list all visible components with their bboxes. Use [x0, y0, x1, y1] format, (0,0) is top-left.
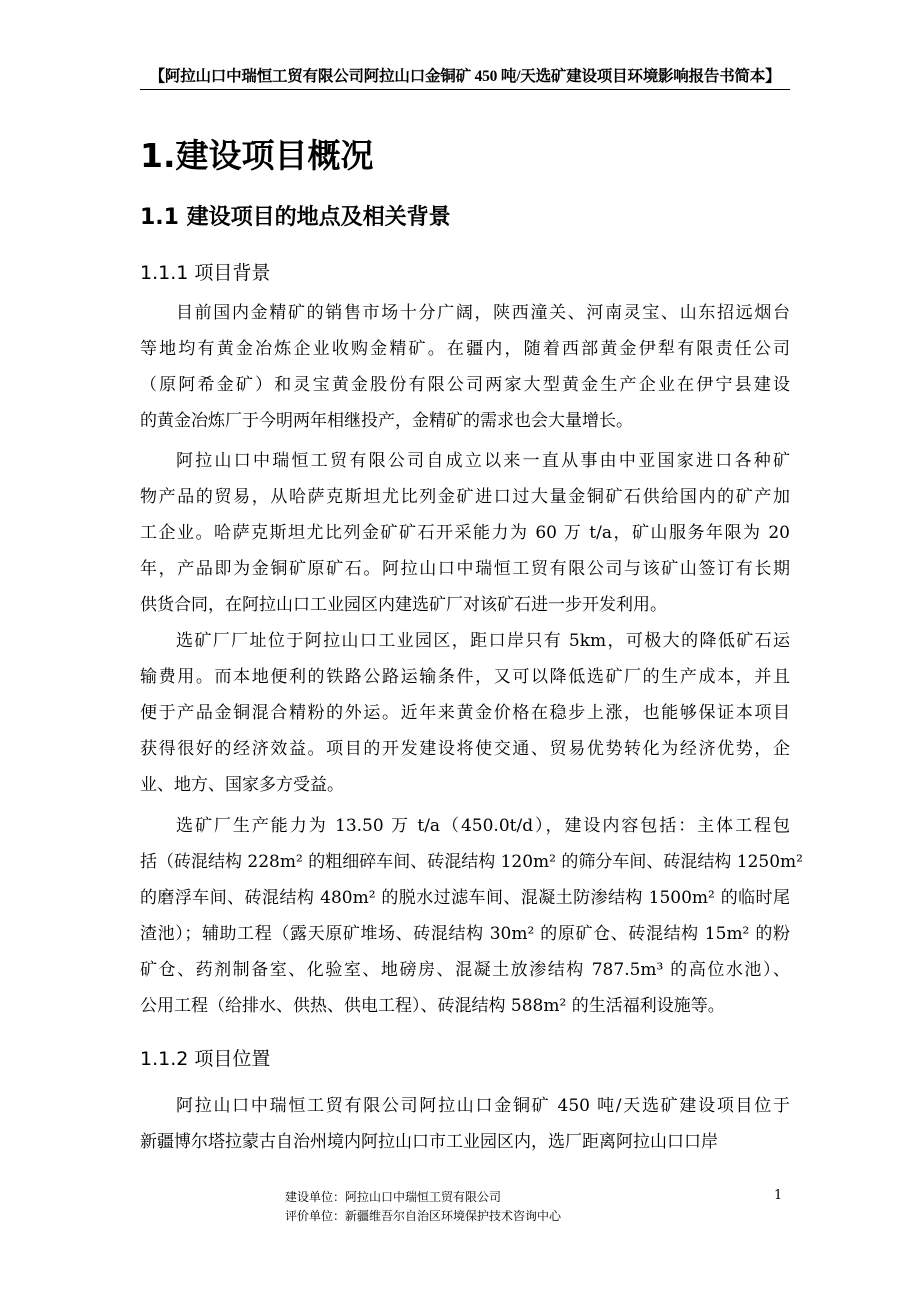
text-line: （原阿希金矿）和灵宝黄金股份有限公司两家大型黄金生产企业在伊宁县建设: [140, 375, 790, 395]
text-line: 获得很好的经济效益。项目的开发建设将使交通、贸易优势转化为经济优势，企: [140, 739, 790, 759]
text-line: 供货合同，在阿拉山口工业园区内建选矿厂对该矿石进一步开发利用。: [140, 595, 667, 615]
text-line: 便于产品金铜混合精粉的外运。近年来黄金价格在稳步上涨，也能够保证本项目: [140, 703, 790, 723]
paragraph-4: [140, 808, 803, 1024]
paragraph-2: [140, 443, 790, 623]
text-line: 阿拉山口中瑞恒工贸有限公司阿拉山口金铜矿 450 吨/天选矿建设项目位于: [176, 1096, 790, 1116]
section-heading: 1.1 建设项目的地点及相关背景: [140, 205, 451, 230]
paragraph-1: [140, 295, 790, 439]
text-line: 括（砖混结构 228m² 的粗细碎车间、砖混结构 120m² 的筛分车间、砖混结构 1250m²: [140, 852, 803, 872]
text-line: 的磨浮车间、砖混结构 480m² 的脱水过滤车间、混凝土防渗结构 1500m² 的临时尾: [140, 888, 790, 908]
footer: [285, 1188, 561, 1226]
running-header: 【阿拉山口中瑞恒工贸有限公司阿拉山口金铜矿 450 吨/天选矿建设项目环境影响报告书简本】: [140, 64, 790, 90]
text-line: 输费用。而本地便利的铁路公路运输条件，又可以降低选矿厂的生产成本，并且: [140, 667, 790, 687]
text-line: 工企业。哈萨克斯坦尤比列金矿矿石开采能力为 60 万 t/a，矿山服务年限为 20: [140, 523, 790, 543]
text-line: 选矿厂厂址位于阿拉山口工业园区，距口岸只有 5km，可极大的降低矿石运: [176, 631, 790, 651]
text-line: 目前国内金精矿的销售市场十分广阔，陕西潼关、河南灵宝、山东招远烟台: [176, 303, 790, 323]
text-line: 年，产品即为金铜矿原矿石。阿拉山口中瑞恒工贸有限公司与该矿山签订有长期: [140, 559, 790, 579]
page-number: 1: [774, 1188, 783, 1203]
text-line: 公用工程（给排水、供热、供电工程）、砖混结构 588m² 的生活福利设施等。: [140, 996, 725, 1016]
footer-evaluator: 评价单位：新疆维吾尔自治区环境保护技术咨询中心: [285, 1209, 562, 1223]
text-line: 矿仓、药剂制备室、化验室、地磅房、混凝土放渗结构 787.5m³ 的高位水池）、: [140, 960, 790, 980]
subsection-heading-background: 1.1.1 项目背景: [140, 262, 271, 284]
text-line: 物产品的贸易，从哈萨克斯坦尤比列金矿进口过大量金铜矿石供给国内的矿产加: [140, 487, 790, 507]
subsection-heading-location: 1.1.2 项目位置: [140, 1048, 271, 1070]
chapter-title: 1.建设项目概况: [140, 136, 374, 175]
text-line: 选矿厂生产能力为 13.50 万 t/a（450.0t/d），建设内容包括：主体工程包: [176, 816, 790, 836]
footer-builder: 建设单位：阿拉山口中瑞恒工贸有限公司: [285, 1190, 502, 1204]
text-line: 阿拉山口中瑞恒工贸有限公司自成立以来一直从事由中亚国家进口各种矿: [176, 451, 790, 471]
paragraph-3: [140, 623, 790, 803]
text-line: 新疆博尔塔拉蒙古自治州境内阿拉山口市工业园区内，选厂距离阿拉山口口岸: [140, 1132, 718, 1152]
text-line: 业、地方、国家多方受益。: [140, 775, 344, 795]
text-line: 渣池）；辅助工程（露天原矿堆场、砖混结构 30m² 的原矿仓、砖混结构 15m² 的粉: [140, 924, 790, 944]
text-line: 的黄金冶炼厂于今明两年相继投产，金精矿的需求也会大量增长。: [140, 411, 633, 431]
paragraph-5: [140, 1088, 790, 1160]
text-line: 等地均有黄金冶炼企业收购金精矿。在疆内，随着西部黄金伊犁有限责任公司: [140, 339, 790, 359]
